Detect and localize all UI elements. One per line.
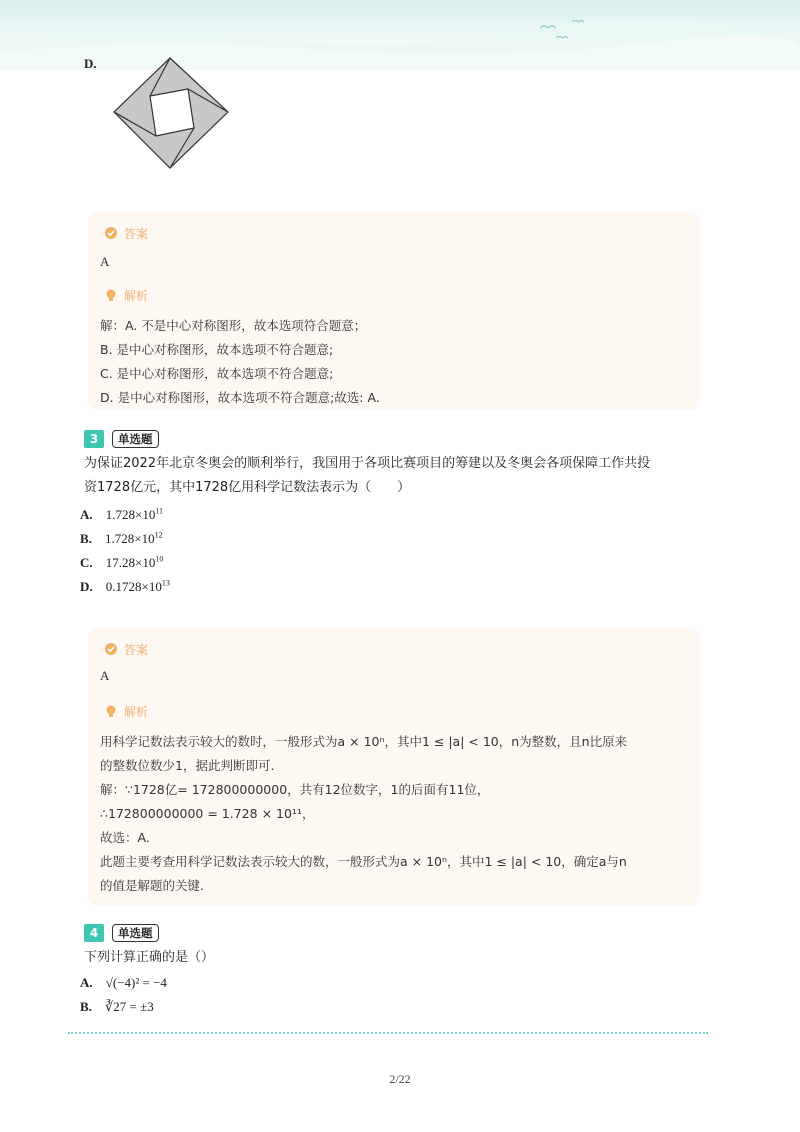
q2-option-d-figure <box>110 56 230 176</box>
analysis-line: ∴172800000000 = 1.728 × 10¹¹， <box>100 806 315 821</box>
option-value <box>106 579 170 594</box>
answer-tag <box>104 224 148 242</box>
q2-option-d-label[interactable]: D. <box>84 56 97 71</box>
answer-value: A <box>100 668 110 683</box>
answer-value: A <box>100 254 110 269</box>
analysis-tag-label: 解析 <box>124 288 149 303</box>
question-type-badge: 单选题 <box>112 430 159 448</box>
option-base: 1.728×10 <box>105 507 156 522</box>
analysis-tag-label: 解析 <box>124 704 149 719</box>
option-c[interactable] <box>80 552 163 571</box>
option-exponent: 10 <box>155 554 164 564</box>
option-base: 17.28×10 <box>105 555 156 570</box>
analysis-line: 解：A. 不是中心对称图形，故本选项符合题意； <box>100 318 367 333</box>
answer-card-q3 <box>88 628 700 906</box>
option-label: A. <box>80 975 93 990</box>
analysis-tag <box>104 702 148 720</box>
option-expression: ∛27 = ±3 <box>105 999 154 1014</box>
option-base: 1.728×10 <box>105 531 155 546</box>
lightbulb-icon <box>104 288 118 302</box>
answer-tag-label: 答案 <box>124 642 149 657</box>
option-value <box>105 531 163 546</box>
answer-card-q2 <box>88 212 700 410</box>
option-label: D. <box>80 579 93 594</box>
question-type-badge: 单选题 <box>112 924 159 942</box>
analysis-line: 解：∵1728亿= 172800000000，共有12位数字，1的后面有11位， <box>100 782 490 797</box>
answer-tag-label: 答案 <box>124 226 149 241</box>
analysis-line: 用科学记数法表示较大的数时，一般形式为a × 10ⁿ，其中1 ≤ |a| < 10，n为整数，且n比原来 <box>100 734 628 749</box>
option-d[interactable] <box>80 576 170 595</box>
page-number: 2/22 <box>389 1072 411 1086</box>
option-a[interactable] <box>80 972 167 991</box>
option-base: 0.1728×10 <box>105 579 162 594</box>
option-a[interactable] <box>80 504 163 523</box>
option-value <box>106 507 163 522</box>
option-b[interactable] <box>80 996 154 1015</box>
option-exponent: 12 <box>154 530 163 540</box>
question-stem-line: 为保证2022年北京冬奥会的顺利举行，我国用于各项比赛项目的筹建以及冬奥会各项保障工作共投 <box>84 456 651 471</box>
question-number: 4 <box>84 924 104 942</box>
option-label: C. <box>80 555 93 570</box>
question-stem-line: 资1728亿元，其中1728亿用科学记数法表示为（ ） <box>84 480 411 495</box>
option-value <box>106 555 164 570</box>
option-label: B. <box>80 999 92 1014</box>
option-label: B. <box>80 531 92 546</box>
option-label: A. <box>80 507 93 522</box>
lightbulb-icon <box>104 704 118 718</box>
check-badge-icon <box>104 226 118 240</box>
option-exponent: 11 <box>155 506 164 516</box>
option-exponent: 13 <box>161 578 170 588</box>
analysis-line: 故选：A. <box>100 830 150 845</box>
option-b[interactable] <box>80 528 163 547</box>
check-badge-icon <box>104 642 118 656</box>
footer-divider <box>68 1032 708 1034</box>
analysis-line: C. 是中心对称图形，故本选项不符合题意; <box>100 366 334 381</box>
analysis-tag <box>104 286 148 304</box>
question-number: 3 <box>84 430 104 448</box>
analysis-line: D. 是中心对称图形，故本选项不符合题意;故选: A. <box>100 390 380 405</box>
option-expression: √(−4)² = −4 <box>105 975 167 990</box>
analysis-line: 的整数位数少1，据此判断即可. <box>100 758 275 773</box>
analysis-line: B. 是中心对称图形，故本选项不符合题意; <box>100 342 334 357</box>
analysis-line: 此题主要考查用科学记数法表示较大的数，一般形式为a × 10ⁿ，其中1 ≤ |a| < 10，确定a与n <box>100 854 627 869</box>
analysis-line: 的值是解题的关键. <box>100 878 204 893</box>
question-stem: 下列计算正确的是（） <box>84 950 215 965</box>
answer-tag <box>104 640 148 658</box>
